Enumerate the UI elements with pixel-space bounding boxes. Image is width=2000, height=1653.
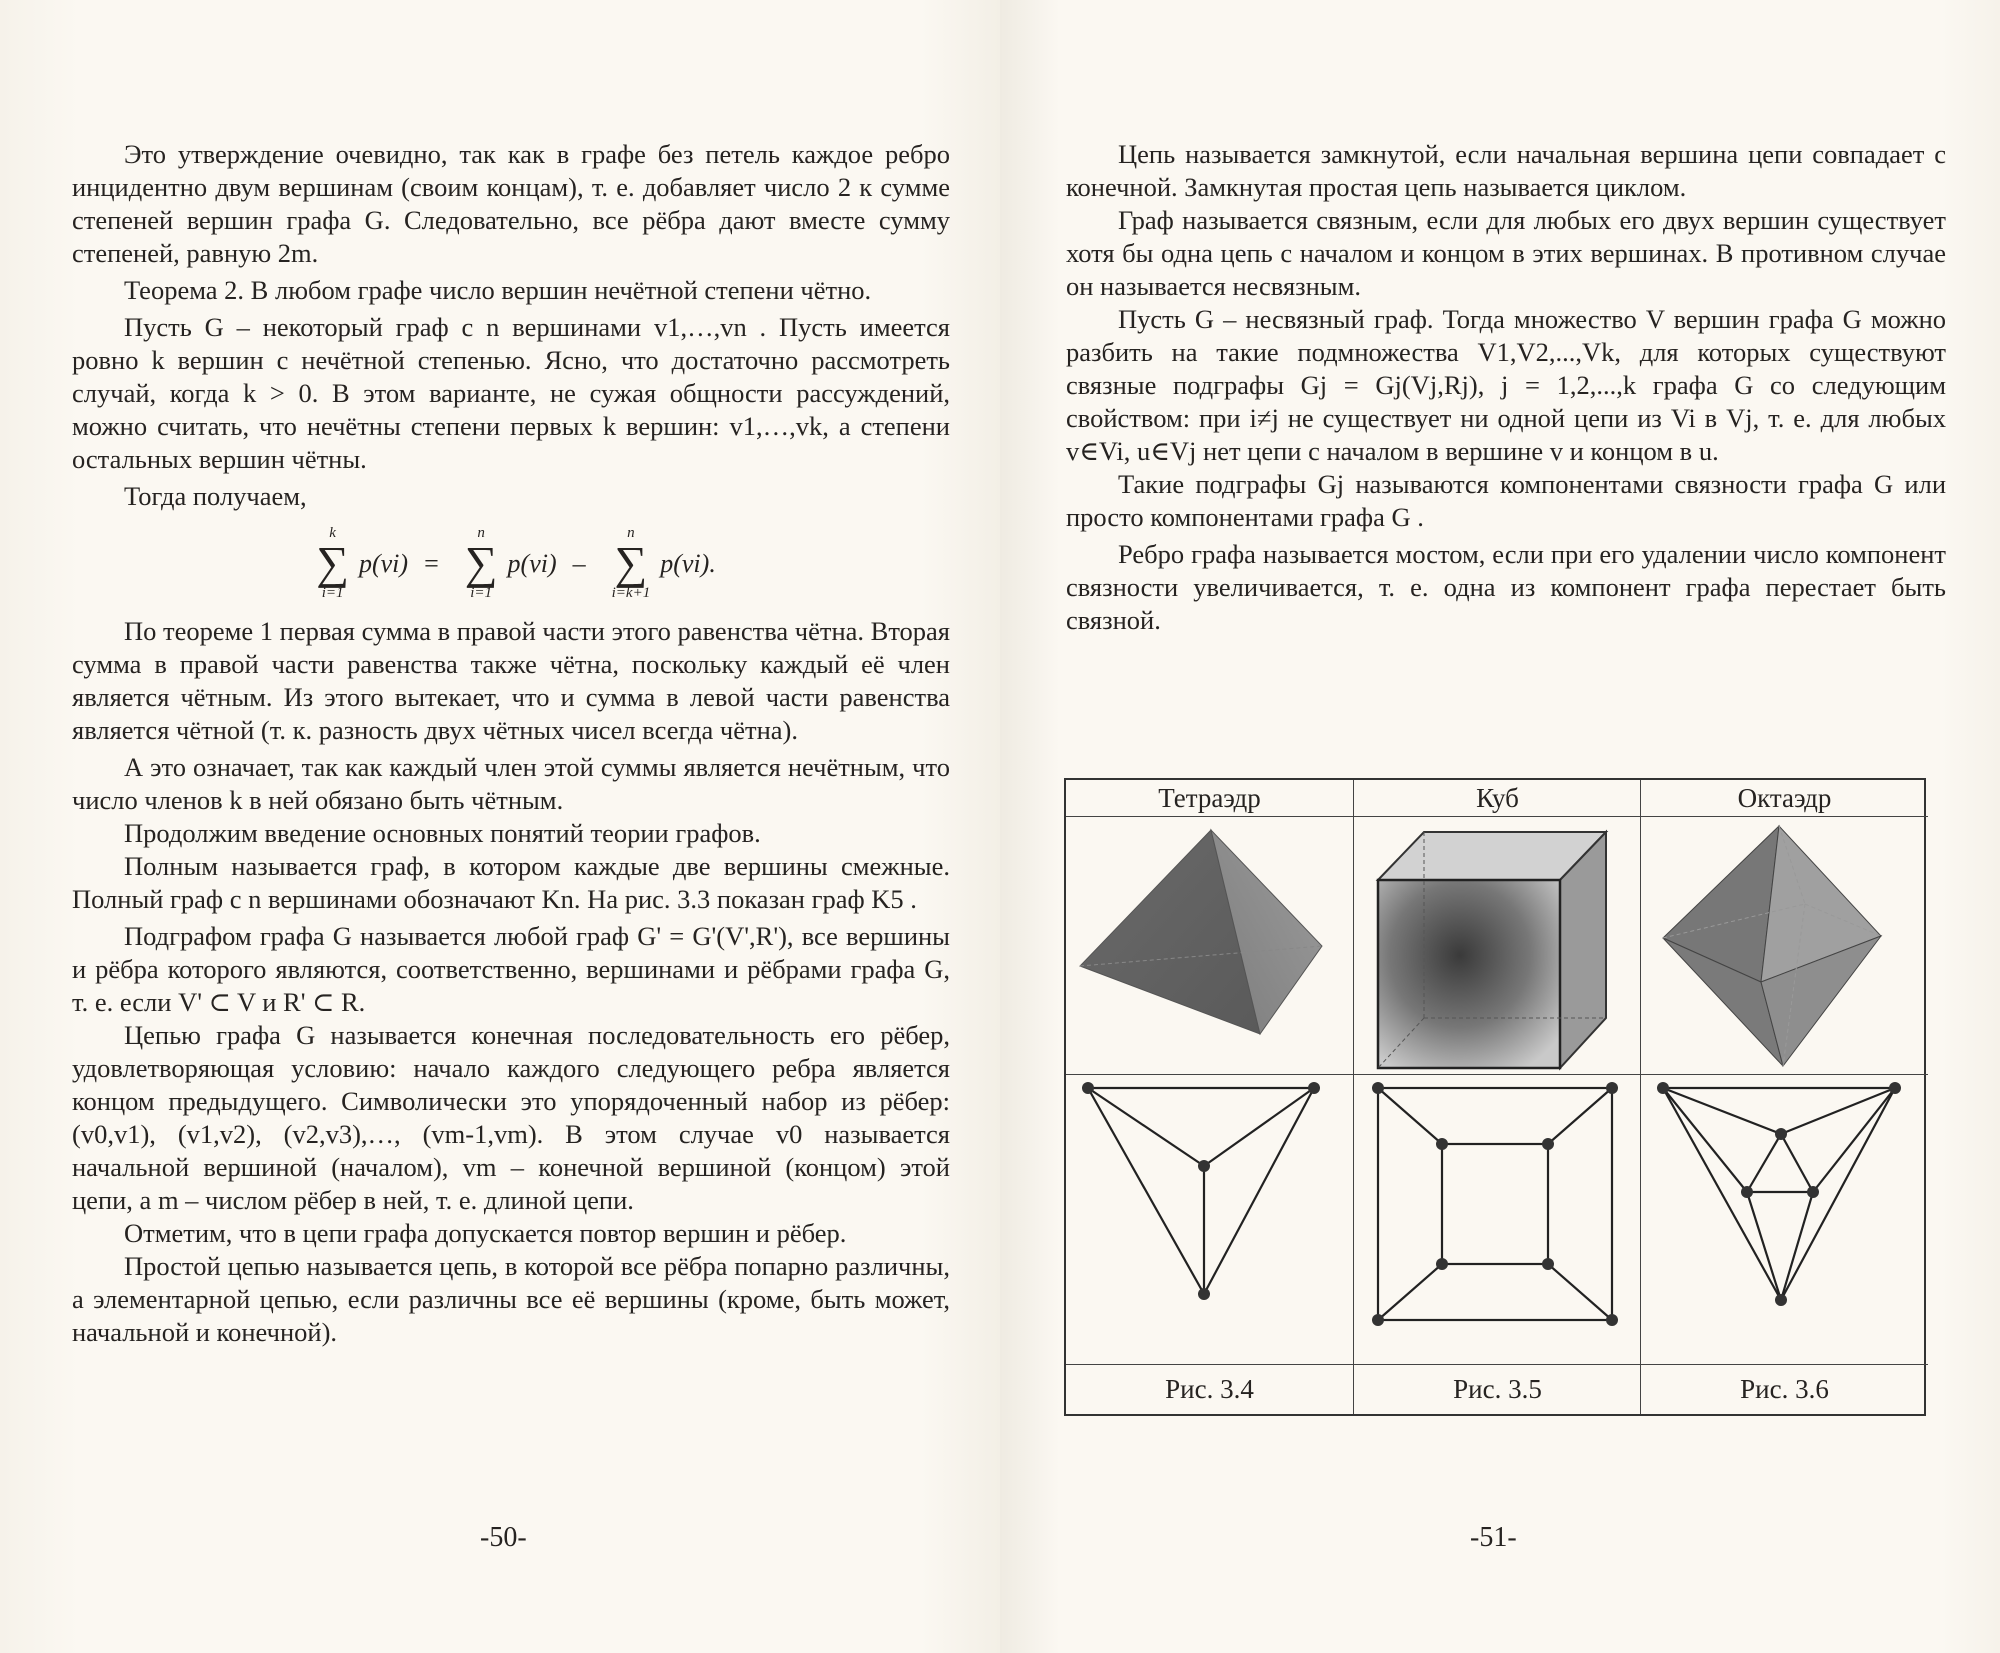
tetrahedron-solid-image (1066, 818, 1353, 1075)
paragraph: Подграфом графа G называется любой граф G' = G'(V',R'), все вершины и рёбра которого являются, соответственно, вершинами и рёбрами графа G, т. е. если V' ⊂ V и R' ⊂ R. (72, 921, 950, 1017)
paragraph: А это означает, так как каждый член этой суммы является нечётным, что число членов k в ней обязано быть чётным. (72, 752, 950, 815)
figure-title: Тетраэдр (1066, 780, 1353, 817)
paragraph: Цепь называется замкнутой, если начальная вершина цепи совпадает с конечной. Замкнутая простая цепь называется циклом. (1066, 139, 1946, 202)
formula-term: p(vi) (660, 548, 710, 578)
sum-sigma-left: k ∑ i=1 (316, 525, 349, 601)
paragraph: Граф называется связным, если для любых его двух вершин существует хотя бы одна цепь с началом и концом в этих вершинах. В противном случае он называется несвязным. (1066, 205, 1946, 301)
formula-minus: – (572, 548, 586, 578)
figure-table (1064, 778, 1926, 1416)
paragraph: Простой цепью называется цепь, в которой все рёбра попарно различны, а элементарной цепью, если различны все её вершины (кроме, быть может, начальной и конечной). (72, 1251, 950, 1347)
formula-period: . (709, 548, 716, 578)
paragraph: Отметим, что в цепи графа допускается повтор вершин и рёбер. (124, 1218, 847, 1248)
figure-title: Куб (1354, 780, 1641, 817)
cube-solid-image (1354, 818, 1641, 1075)
page-number: -50- (480, 1522, 527, 1553)
sum-sigma-right: n ∑ i=k+1 (611, 525, 651, 601)
paragraph: Такие подграфы Gj называются компонентами связности графа G или просто компонентами графа G . (1066, 469, 1946, 532)
left-text-column (72, 138, 950, 1349)
figure-caption: Рис. 3.6 (1740, 1374, 1829, 1404)
paragraph: Тогда получаем, (124, 481, 307, 511)
paragraph: Полным называется граф, в котором каждые две вершины смежные. Полный граф с n вершинами обозначают Kn. На рис. 3.3 показан граф K5 . (72, 851, 950, 914)
right-text-column (1066, 138, 1946, 637)
octahedron-solid-image (1641, 818, 1928, 1075)
figure-caption: Рис. 3.4 (1165, 1374, 1254, 1404)
paragraph: Ребро графа называется мостом, если при его удалении число компонент связности увеличивается, т. е. одна из компонент графа перестает быть связной. (1066, 539, 1946, 635)
formula-equals: = (424, 548, 439, 578)
figure-caption: Рис. 3.5 (1453, 1374, 1542, 1404)
paragraph: Цепью графа G называется конечная последовательность его рёбер, удовлетворяющая условию: начало каждого следующего ребра является концом предыдущего. Символически это упорядоченный набор из рёбер: (v0,v1), (v1,v2), (v2,v3),…, (vm-1,vm). В этом случае v0 называется начальной вершиной (началом), vm – конечной вершиной (концом) этой цепи, а m – числом рёбер в ней, т. е. длиной цепи. (72, 1020, 950, 1215)
figure-tetrahedron (1066, 780, 1353, 1414)
paragraph: Пусть G – некоторый граф с n вершинами v1,…,vn . Пусть имеется ровно k вершин с нечётной степенью. Ясно, что достаточно рассмотреть случай, когда k > 0. В этом варианте, не сужая общности рассуждений, можно считать, что нечётны степени первых k вершин: v1,…,vk, а степени остальных вершин чётны. (72, 312, 950, 474)
paragraph: По теореме 1 первая сумма в правой части этого равенства чётна. Вторая сумма в правой части равенства также чётна, поскольку каждый её член является чётным. Из этого вытекает, что и сумма в левой части равенства является чётной (т. к. разность двух чётных чисел всегда чётна). (72, 616, 950, 745)
formula-term: p(vi) (358, 548, 409, 578)
paragraph: Это утверждение очевидно, так как в графе без петель каждое ребро инцидентно двум вершинам (своим концам), т. е. добавляет число 2 к сумме степеней вершин графа G. Следовательно, все рёбра дают вместе сумму степеней, равную 2m. (72, 139, 950, 268)
sum-sigma-middle: n ∑ i=1 (464, 525, 498, 601)
figure-cube (1353, 780, 1641, 1414)
figure-octahedron (1640, 780, 1928, 1414)
paragraph: Пусть G – несвязный граф. Тогда множество V вершин графа G можно разбить на такие подмножества V1,V2,...,Vk, для которых существуют связные подграфы Gj = Gj(Vj,Rj), j = 1,2,...,k графа G со следующим свойством: при i≠j не существует ни одной цепи из Vi в Vj, т. е. для любых v∈Vi, u∈Vj нет цепи с началом в вершине v и концом в u. (1066, 304, 1946, 466)
cube-graph (1354, 1076, 1641, 1365)
theorem-paragraph: Теорема 2. В любом графе число вершин нечётной степени чётно. (124, 275, 872, 305)
sum-formula (72, 517, 950, 609)
tetrahedron-graph (1066, 1076, 1353, 1365)
figure-title: Октаэдр (1641, 780, 1928, 817)
octahedron-graph (1641, 1076, 1928, 1365)
paragraph: Продолжим введение основных понятий теории графов. (124, 818, 761, 848)
formula-term: p(vi) (507, 548, 557, 578)
page-number: -51- (1470, 1522, 1517, 1553)
right-page (1000, 0, 2000, 1653)
